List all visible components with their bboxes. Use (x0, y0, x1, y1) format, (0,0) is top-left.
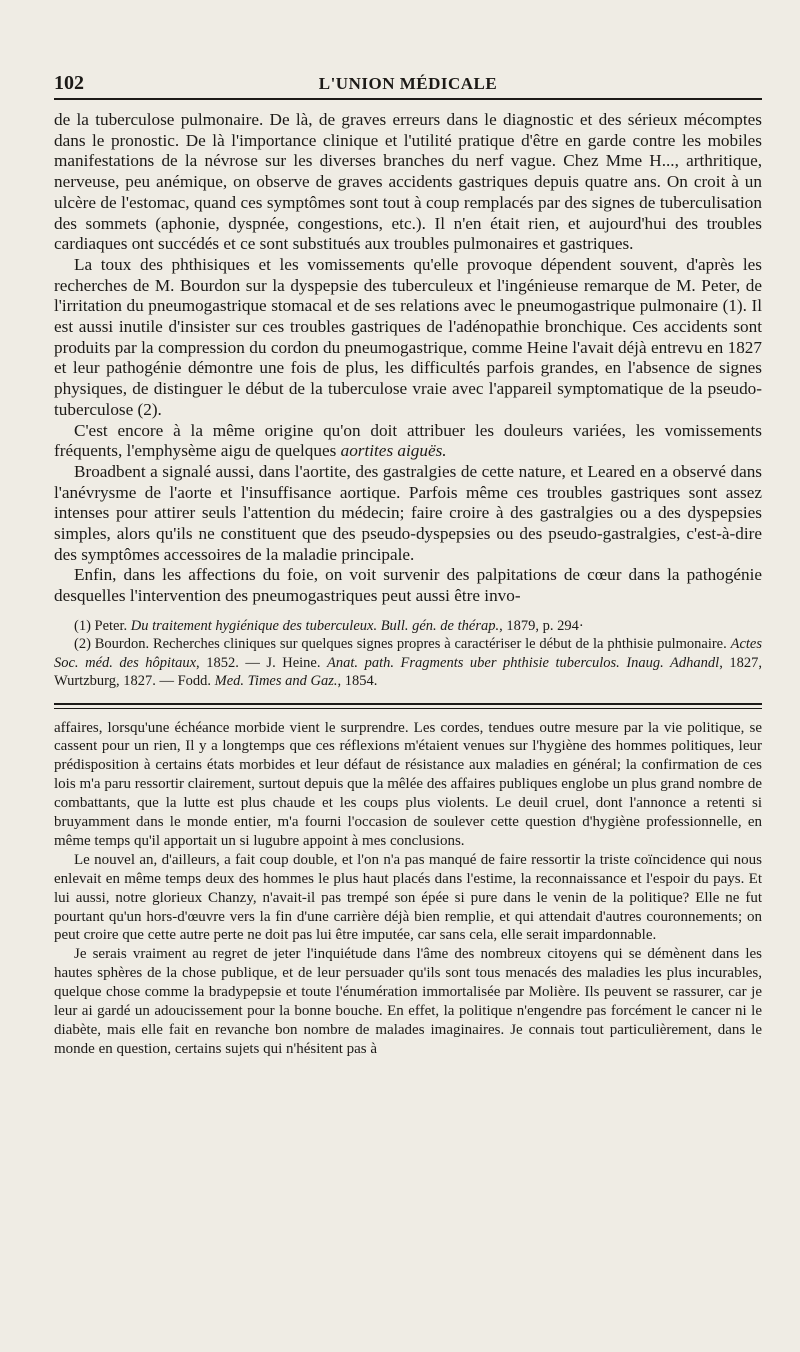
footnote-citation: Du traitement hygiénique des tuberculeux. Bull. gén. de thérap. (130, 617, 500, 634)
paragraph: La toux des phthisiques et les vomissements qu'elle provoque dépendent souvent, d'après les recherches de M. Bourdon sur la dyspepsie des tuberculeux et l'ingénieuse remarque de M. Peter, de l'irritation du pneumogastrique stomacal et de ses relations avec le pneumogastrique pulmonaire (1). Il est aussi inutile d'insister sur ces troubles gastriques de l'adénopathie bronchique. Ces accidents sont produits par la compression du cordon du pneumogastrique, comme Heine l'avait déjà entrevu en 1827 et leur pathogénie démontre une fois de plus, les difficultés parfois grandes, en l'absence de signes physiques, de distinguer le début de la tuberculose vraie avec l'appareil symptomatique de la pseudo-tuberculose (2). (54, 254, 762, 419)
footnote-text: , 1879, p. 294· (499, 617, 584, 634)
paragraph-text: C'est encore à la même origine qu'on doit attribuer les douleurs variées, les vomissements fréquents, l'emphysème aigu de quelques (54, 420, 762, 461)
feuilleton-section (54, 719, 762, 1059)
page-header (54, 68, 762, 98)
footnote-1 (54, 617, 762, 635)
footnote-text: (2) Bourdon. Recherches cliniques sur quelques signes propres à caractériser le début de la phthisie pulmonaire. (74, 636, 731, 653)
main-text (54, 110, 762, 607)
footnote-citation: Anat. path. Fragments uber phthisie tuberculos. Inaug. Adhandl (327, 654, 720, 671)
footnotes (54, 617, 762, 691)
footnote-citation: Actes Soc. méd. des hôpitaux (54, 636, 762, 671)
paragraph: Le nouvel an, d'ailleurs, a fait coup double, et l'on n'a pas manqué de faire ressortir la triste coïncidence qui nous enlevait en même temps deux des hommes le plus haut placés dans l'estime, la reconnaissance et l'espoir du pays. Et lui aussi, notre glorieux Chanzy, n'avait-il pas trempé son épée si pure dans le venin de la politique? Elle ne fut pourtant qu'un hors-d'œuvre vers la fin d'une carrière déjà bien remplie, et qui attendait d'autres couronnements; on peut croire que cette autre perte ne doit pas lui être imputée, car sans cela, elle serait impardonnable. (54, 851, 762, 944)
footnote-2 (54, 635, 762, 690)
header-rule (54, 98, 762, 100)
footnote-text: , 1827, Wurtzburg, 1827. — Fodd. (54, 654, 762, 690)
paragraph (54, 421, 762, 462)
footnote-citation: Med. Times and Gaz. (214, 673, 338, 690)
italic-term: aortites aiguës. (340, 441, 447, 461)
footnote-text: , 1852. — J. Heine. (196, 654, 328, 671)
paragraph: Je serais vraiment au regret de jeter l'inquiétude dans l'âme des nombreux citoyens qui se démènent dans les hautes sphères de la chose publique, et de leur persuader qu'ils sont tous menacés des maladies les plus incurables, quelque chose comme la bradypepsie et toute l'énumération immortalisée par Molière. Ils peuvent se rassurer, car je leur ai gardé un adoucissement pour la bonne bouche. En effet, la politique n'engendre pas forcément le cancer ni le diabète, mais elle fait en revanche bon nombre de malades imaginaires. Je connais tout particulièrement, dans le monde en question, certains sujets qui n'hésitent pas à (54, 946, 762, 1057)
paragraph: de la tuberculose pulmonaire. De là, de graves erreurs dans le diagnostic et des sérieux mécomptes dans le pronostic. De là l'importance clinique et l'utilité pratique d'être en garde contre les mobiles manifestations de la névrose sur les diverses branches du nerf vague. Chez Mme H..., arthritique, nerveuse, peu anémique, on observe de graves accidents gastriques depuis quatre ans. On croit à un ulcère de l'estomac, quand ces symptômes sont tout à coup remplacés par des signes de tuberculisation des sommets (aphonie, dyspnée, congestions, etc.). Il n'en était rien, et aujourd'hui des troubles cardiaques ont succédés et ce sont substitués aux troubles pulmonaires et gastriques. (54, 110, 762, 254)
footnote-text: (1) Peter. (74, 617, 131, 634)
paragraph: Broadbent a signalé aussi, dans l'aortite, des gastralgies de cette nature, et Leared en a observé dans l'anévrysme de l'aorte et l'insuffisance aortique. Parfois même ces troubles gastriques sont assez intenses pour attirer seuls l'attention du médecin; faire croire à des gastralgies ou a des dyspepsies simples, alors qu'ils ne constituent que des pseudo-dyspepsies ou des pseudo-gastralgies, c'est-à-dire des symptômes accessoires de la maladie principale. (54, 461, 762, 564)
paragraph: affaires, lorsqu'une échéance morbide vient le surprendre. Les cordes, tendues outre mesure par la vie politique, se cassent pour un rien, Il y a longtemps que ces réflexions m'étaient venues sur l'hygiène des hommes politiques, leur prédisposition à certains états morbides et leur défaut de résistance aux maladies en général; la confirmation de ces lois m'a paru ressortir clairement, surtout depuis que la mêlée des affaires publiques englobe un plus grand nombre de combattants, que la lutte est plus chaude et les coups plus violents. Le deuil cruel, dont l'annonce a retenti si bruyamment dans le monde entier, m'a fourni l'occasion de soulever cette question d'hygiène professionnelle, en même temps qu'il apportait un si lugubre appoint à mes conclusions. (54, 719, 762, 849)
running-title: L'UNION MÉDICALE (318, 74, 498, 93)
paragraph: Enfin, dans les affections du foie, on voit survenir des palpitations de cœur dans la pathogénie desquelles l'intervention des pneumogastriques peut aussi être invo- (54, 565, 762, 606)
section-divider (54, 703, 762, 709)
footnote-text: , 1854. (337, 673, 378, 690)
page-number: 102 (54, 72, 84, 94)
